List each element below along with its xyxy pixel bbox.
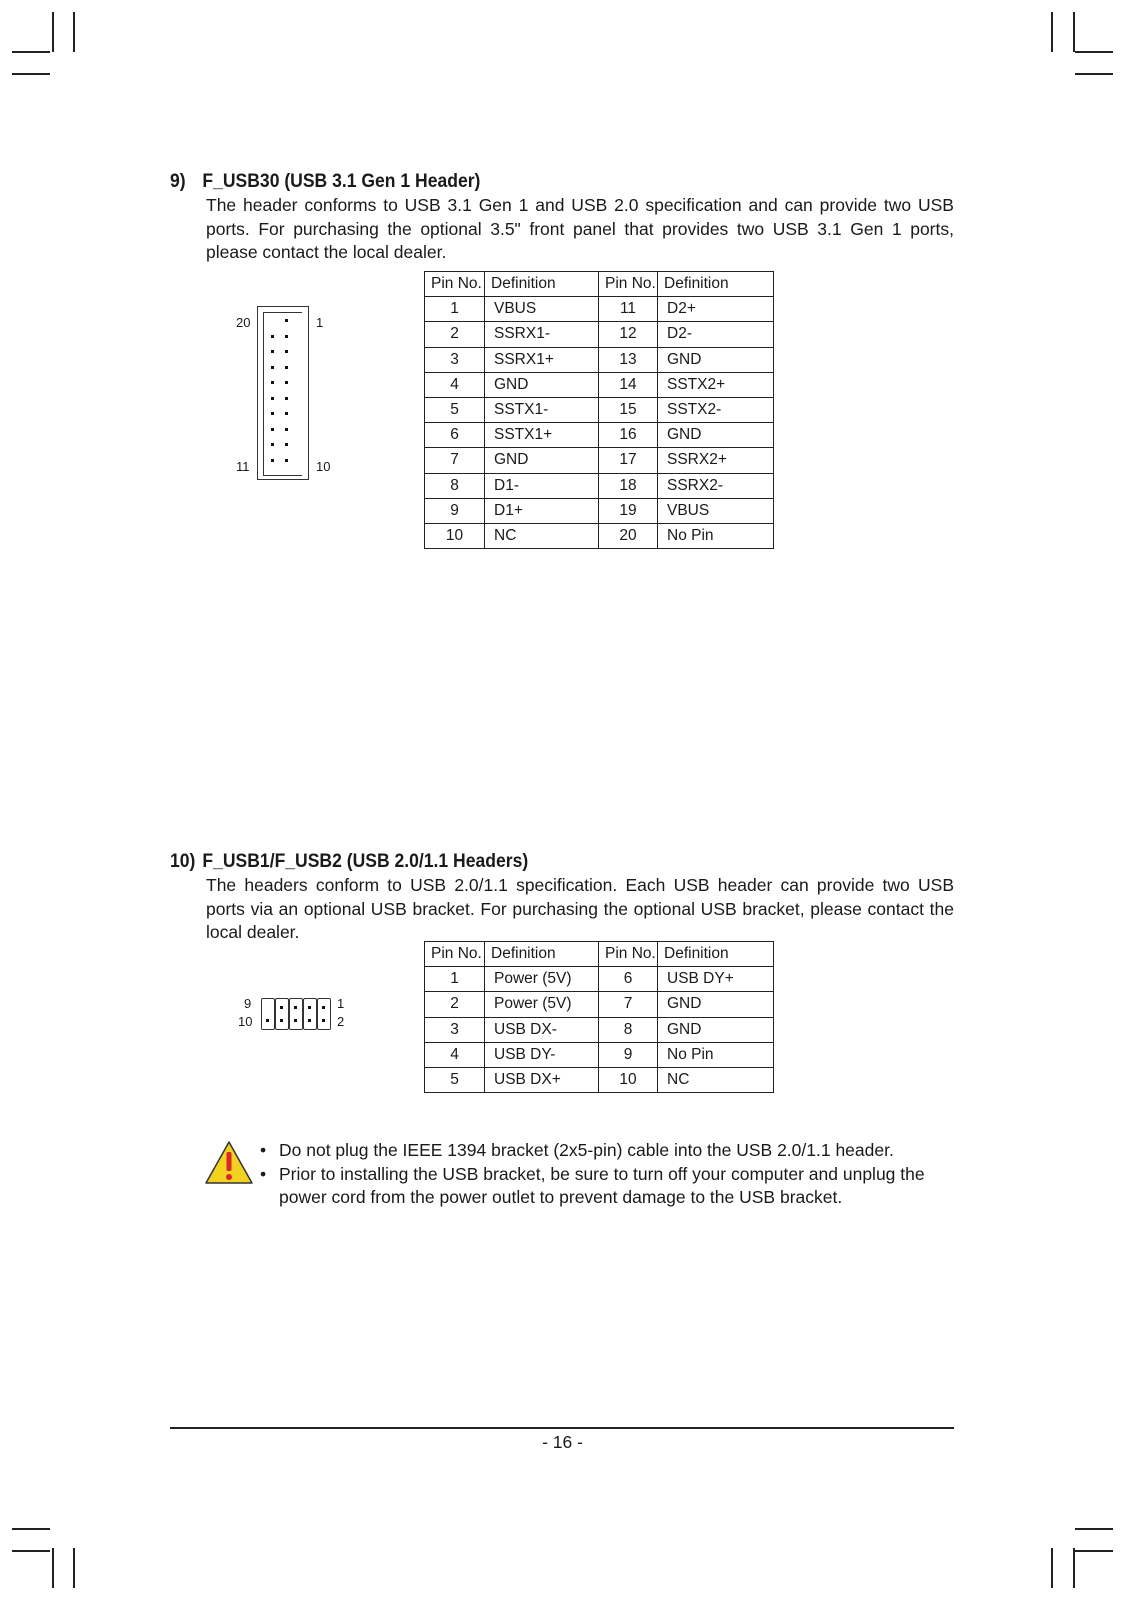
crop-mark	[52, 1548, 54, 1588]
crop-mark	[12, 73, 50, 75]
pin-definition-cell: USB DY+	[658, 967, 774, 992]
pin-dot	[322, 1006, 325, 1009]
pin-definition-cell: Power (5V)	[485, 967, 599, 992]
pin-dot	[271, 443, 274, 446]
pin-definition-cell: NC	[485, 523, 599, 548]
crop-mark	[1073, 1548, 1075, 1588]
pin-number-cell: 2	[425, 992, 485, 1017]
pin-definition-cell: GND	[485, 448, 599, 473]
usb30-pin-table	[424, 271, 774, 549]
pin-definition-cell: USB DX-	[485, 1017, 599, 1042]
crop-mark	[1075, 51, 1113, 53]
pin-definition-cell: SSRX1+	[485, 347, 599, 372]
pin-number-cell: 19	[599, 498, 658, 523]
pin-number-cell: 6	[599, 967, 658, 992]
column-header: Definition	[658, 272, 774, 297]
pin-label-20: 20	[236, 315, 251, 330]
usb30-connector-key	[263, 312, 302, 476]
pin-number-cell: 7	[425, 448, 485, 473]
pin-label-10: 10	[316, 459, 331, 474]
pin-definition-cell: SSRX2+	[658, 448, 774, 473]
column-header: Definition	[658, 942, 774, 967]
pin-pair-box	[303, 998, 317, 1030]
section-9-description: The header conforms to USB 3.1 Gen 1 and USB 2.0 specification and can provide two USB ports. For purchasing the optional 3.5" front panel that provides two USB 3.1 Gen 1 ports, please contact the local dealer.	[206, 195, 954, 262]
pin-definition-cell: VBUS	[485, 297, 599, 322]
pin-definition-cell: USB DX+	[485, 1067, 599, 1092]
pin-definition-cell: SSTX1+	[485, 423, 599, 448]
pin-dot	[271, 350, 274, 353]
pin-definition-cell: VBUS	[658, 498, 774, 523]
pin-dot	[285, 459, 288, 462]
warning-item: • Prior to installing the USB bracket, be sure to turn off your computer and unplug the power cord from the power outlet to prevent damage to the USB bracket.	[260, 1163, 954, 1210]
usb2-pin-table	[424, 941, 774, 1093]
column-header: Pin No.	[425, 942, 485, 967]
pin-definition-cell: D1+	[485, 498, 599, 523]
pin-dot	[285, 428, 288, 431]
table-row	[425, 473, 774, 498]
usb2-connector	[261, 998, 329, 1030]
crop-mark	[1051, 12, 1053, 52]
pin-dot	[285, 319, 288, 322]
pin-definition-cell: SSTX1-	[485, 397, 599, 422]
table-row	[425, 297, 774, 322]
crop-mark	[12, 51, 50, 53]
pin-number-cell: 9	[425, 498, 485, 523]
pin-number-cell: 4	[425, 1042, 485, 1067]
pin-label-10: 10	[238, 1014, 253, 1029]
pin-definition-cell: D2+	[658, 297, 774, 322]
table-row	[425, 322, 774, 347]
pin-dot	[271, 459, 274, 462]
table-row	[425, 967, 774, 992]
pin-definition-cell: GND	[658, 1017, 774, 1042]
pin-label-1: 1	[337, 996, 345, 1011]
crop-mark	[52, 12, 54, 52]
pin-number-cell: 8	[425, 473, 485, 498]
crop-mark	[12, 1528, 50, 1530]
pin-number-cell: 1	[425, 967, 485, 992]
pin-dot	[294, 1019, 297, 1022]
pin-dot	[285, 412, 288, 415]
table-row	[425, 1042, 774, 1067]
pin-number-cell: 15	[599, 397, 658, 422]
column-header: Definition	[485, 272, 599, 297]
pin-pair-box	[275, 998, 289, 1030]
pin-dot	[294, 1006, 297, 1009]
pin-definition-cell: No Pin	[658, 1042, 774, 1067]
pin-number-cell: 20	[599, 523, 658, 548]
pin-dot	[271, 381, 274, 384]
pin-dot	[285, 397, 288, 400]
table-row	[425, 448, 774, 473]
pin-number-cell: 5	[425, 1067, 485, 1092]
usb30-connector-outline	[257, 306, 309, 480]
pin-definition-cell: GND	[658, 347, 774, 372]
crop-mark	[1073, 12, 1075, 52]
table-row	[425, 498, 774, 523]
crop-mark	[1075, 73, 1113, 75]
pin-pair-box	[261, 998, 275, 1030]
column-header: Definition	[485, 942, 599, 967]
pin-label-11: 11	[236, 459, 250, 474]
pin-definition-cell: No Pin	[658, 523, 774, 548]
pin-definition-cell: GND	[658, 423, 774, 448]
crop-mark	[73, 12, 75, 52]
section-10-heading: F_USB1/F_USB2 (USB 2.0/1.1 Headers)	[202, 850, 529, 872]
section-9-number: 9)	[170, 170, 186, 192]
pin-number-cell: 10	[599, 1067, 658, 1092]
pin-label-1: 1	[316, 315, 324, 330]
pin-definition-cell: SSTX2-	[658, 397, 774, 422]
section-9-title	[170, 170, 480, 193]
pin-number-cell: 10	[425, 523, 485, 548]
table-row	[425, 1017, 774, 1042]
table-row	[425, 523, 774, 548]
warning-triangle-icon	[204, 1140, 254, 1186]
pin-definition-cell: SSRX2-	[658, 473, 774, 498]
pin-dot	[308, 1006, 311, 1009]
pin-dot	[271, 366, 274, 369]
pin-definition-cell: Power (5V)	[485, 992, 599, 1017]
pin-dot	[271, 412, 274, 415]
section-10-title	[170, 850, 528, 873]
pin-number-cell: 16	[599, 423, 658, 448]
pin-number-cell: 11	[599, 297, 658, 322]
column-header: Pin No.	[599, 942, 658, 967]
pin-number-cell: 18	[599, 473, 658, 498]
pin-number-cell: 3	[425, 347, 485, 372]
pin-dot	[271, 335, 274, 338]
crop-mark	[12, 1550, 50, 1552]
footer-rule	[170, 1427, 954, 1429]
usb2-pin-table-header-row	[425, 942, 774, 967]
table-row	[425, 347, 774, 372]
warning-item: • Do not plug the IEEE 1394 bracket (2x5-pin) cable into the USB 2.0/1.1 header.	[260, 1139, 954, 1163]
pin-definition-cell: SSRX1-	[485, 322, 599, 347]
pin-label-9: 9	[244, 996, 252, 1011]
pin-number-cell: 12	[599, 322, 658, 347]
pin-pair-box	[317, 998, 331, 1030]
section-9-heading: F_USB30 (USB 3.1 Gen 1 Header)	[202, 170, 481, 192]
pin-definition-cell: NC	[658, 1067, 774, 1092]
pin-definition-cell: SSTX2+	[658, 372, 774, 397]
section-10-number: 10)	[170, 850, 196, 872]
pin-number-cell: 4	[425, 372, 485, 397]
pin-dot	[266, 1019, 269, 1022]
table-row	[425, 423, 774, 448]
pin-number-cell: 14	[599, 372, 658, 397]
pin-dot	[285, 443, 288, 446]
pin-number-cell: 8	[599, 1017, 658, 1042]
pin-pair-box	[289, 998, 303, 1030]
pin-definition-cell: D2-	[658, 322, 774, 347]
pin-number-cell: 6	[425, 423, 485, 448]
pin-label-2: 2	[337, 1014, 345, 1029]
pin-definition-cell: GND	[485, 372, 599, 397]
pin-dot	[322, 1019, 325, 1022]
pin-number-cell: 7	[599, 992, 658, 1017]
pin-definition-cell: USB DY-	[485, 1042, 599, 1067]
pin-dot	[280, 1019, 283, 1022]
table-row	[425, 372, 774, 397]
table-row	[425, 992, 774, 1017]
crop-mark	[73, 1548, 75, 1588]
usb30-pin-table-header-row	[425, 272, 774, 297]
pin-number-cell: 2	[425, 322, 485, 347]
pin-dot	[285, 381, 288, 384]
pin-number-cell: 17	[599, 448, 658, 473]
table-row	[425, 397, 774, 422]
pin-number-cell: 13	[599, 347, 658, 372]
pin-dot	[285, 350, 288, 353]
column-header: Pin No.	[425, 272, 485, 297]
column-header: Pin No.	[599, 272, 658, 297]
pin-dot	[285, 366, 288, 369]
section-10-description: The headers conform to USB 2.0/1.1 specification. Each USB header can provide two USB ports via an optional USB bracket. For purchasing the optional USB bracket, please contact the local dealer.	[206, 875, 954, 942]
crop-mark	[1051, 1548, 1053, 1588]
pin-dot	[285, 335, 288, 338]
pin-dot	[271, 428, 274, 431]
pin-dot	[271, 397, 274, 400]
pin-number-cell: 5	[425, 397, 485, 422]
pin-number-cell: 9	[599, 1042, 658, 1067]
table-row	[425, 1067, 774, 1092]
pin-number-cell: 1	[425, 297, 485, 322]
crop-mark	[1075, 1550, 1113, 1552]
pin-definition-cell: D1-	[485, 473, 599, 498]
pin-number-cell: 3	[425, 1017, 485, 1042]
warning-list	[260, 1139, 954, 1210]
crop-mark	[1075, 1528, 1113, 1530]
pin-dot	[308, 1019, 311, 1022]
pin-dot	[280, 1006, 283, 1009]
pin-definition-cell: GND	[658, 992, 774, 1017]
page-number: - 16 -	[542, 1432, 583, 1452]
